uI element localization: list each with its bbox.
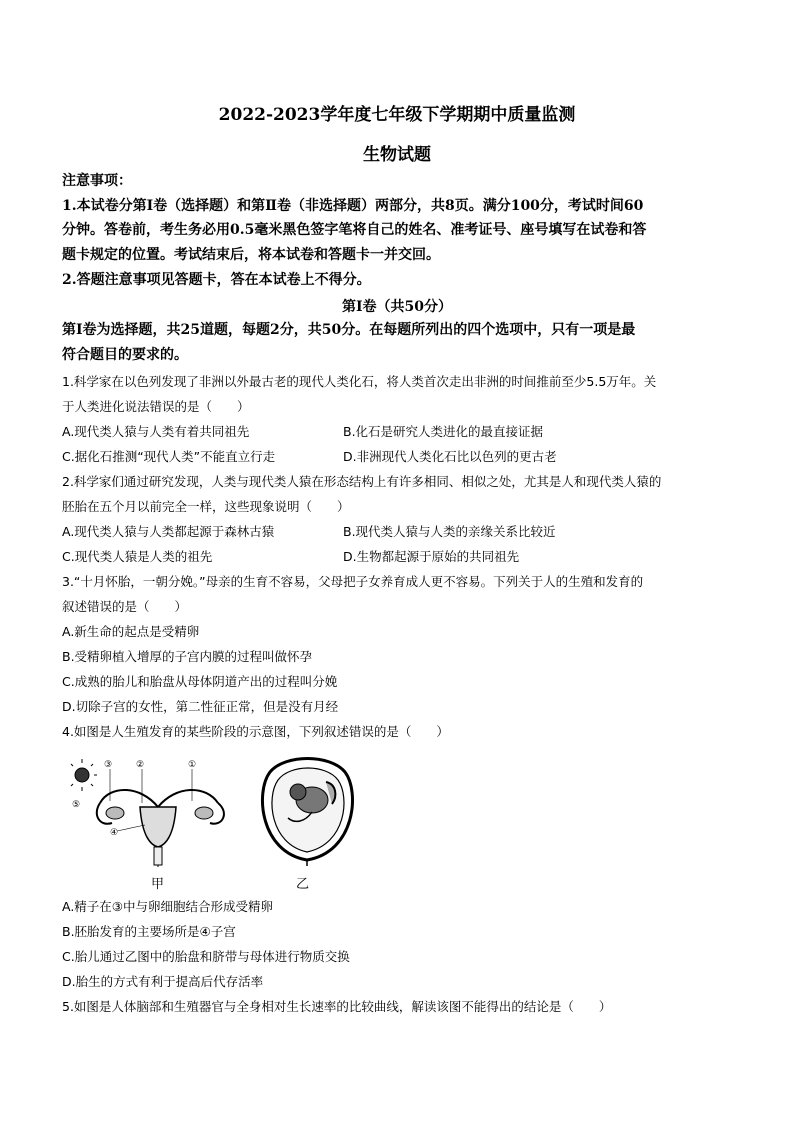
q2-stem-1: 2.科学家们通过研究发现，人类与现代类人猿在形态结构上有许多相同、相似之处，尤其是人和现代类人猿的 [62, 474, 662, 489]
q3-option-c[interactable]: C.成熟的胎儿和胎盘从母体阴道产出的过程叫分娩 [62, 674, 338, 689]
q4-option-d[interactable]: D.胎生的方式有利于提高后代存活率 [62, 974, 264, 989]
q4-option-c[interactable]: C.胎儿通过乙图中的胎盘和脐带与母体进行物质交换 [62, 949, 350, 964]
q1-option-a[interactable]: A.现代类人猿与人类有着共同祖先 [62, 424, 250, 439]
figure-label-jia: 甲 [151, 877, 165, 892]
q3-stem-1: 3.“十月怀胎，一朝分娩。”母亲的生育不容易，父母把子女养育成人更不容易。下列关于人的生殖和发育的 [62, 574, 644, 589]
q2-stem-2: 胚胎在五个月以前完全一样，这些现象说明（ ） [62, 499, 350, 514]
notes-line-1: 1.本试卷分第Ⅰ卷（选择题）和第Ⅱ卷（非选择题）两部分，共8页。满分100分，考试时间60 [62, 198, 644, 214]
q1-option-b[interactable]: B.化石是研究人类进化的最直接证据 [343, 424, 544, 439]
q4-option-a[interactable]: A.精子在③中与卵细胞结合形成受精卵 [62, 899, 274, 914]
mark-5: ⑤ [72, 800, 81, 810]
exam-subtitle: 生物试题 [363, 145, 431, 165]
section-intro-1: 第Ⅰ卷为选择题，共25道题，每题2分，共50分。在每题所列出的四个选项中，只有一项是最 [62, 322, 636, 338]
q4-stem: 4.如图是人生殖发育的某些阶段的示意图，下列叙述错误的是（ ） [62, 724, 449, 739]
q1-stem-1: 1.科学家在以色列发现了非洲以外最古老的现代人类化石，将人类首次走出非洲的时间推前至少5.5万年。关 [62, 374, 657, 389]
q1-stem-2: 于人类进化说法错误的是（ ） [62, 399, 250, 414]
q3-option-d[interactable]: D.切除子宫的女性，第二性征正常，但是没有月经 [62, 699, 339, 714]
q2-option-c[interactable]: C.现代类人猿是人类的祖先 [62, 549, 213, 564]
section-title: 第Ⅰ卷（共50分） [341, 299, 453, 315]
mark-1: ① [188, 760, 197, 770]
notes-heading: 注意事项： [62, 173, 132, 189]
q1-option-c[interactable]: C.据化石推测“现代人类”不能直立行走 [62, 449, 276, 464]
figure-label-yi: 乙 [296, 877, 310, 892]
section-intro-2: 符合题目的要求的。 [62, 347, 188, 363]
q1-option-d[interactable]: D.非洲现代人类化石比以色列的更古老 [343, 449, 557, 464]
notes-line-2: 分钟。答卷前，考生务必用0.5毫米黑色签字笔将自己的姓名、准考证号、座号填写在试卷和答 [62, 222, 647, 238]
reproductive-system-diagram [70, 755, 245, 870]
mark-4: ④ [110, 828, 119, 838]
egg-with-sperm-icon [70, 759, 97, 791]
q5-stem: 5.如图是人体脑部和生殖器官与全身相对生长速率的比较曲线，解读该图不能得出的结论是（ ） [62, 999, 612, 1014]
q3-option-b[interactable]: B.受精卵植入增厚的子宫内膜的过程叫做怀孕 [62, 649, 313, 664]
fetus-in-uterus-diagram [250, 752, 365, 867]
mark-3: ③ [104, 760, 113, 770]
q3-option-a[interactable]: A.新生命的起点是受精卵 [62, 624, 200, 639]
q2-option-b[interactable]: B.现代类人猿与人类的亲缘关系比较近 [343, 524, 556, 539]
notes-line-3: 题卡规定的位置。考试结束后，将本试卷和答题卡一并交回。 [62, 247, 440, 263]
q2-option-d[interactable]: D.生物都起源于原始的共同祖先 [343, 549, 520, 564]
mark-2: ② [136, 760, 145, 770]
q3-stem-2: 叙述错误的是（ ） [62, 599, 188, 614]
notes-line-4: 2.答题注意事项见答题卡，答在本试卷上不得分。 [62, 272, 371, 288]
q2-option-a[interactable]: A.现代类人猿与人类都起源于森林古猿 [62, 524, 275, 539]
q4-option-b[interactable]: B.胚胎发育的主要场所是④子宫 [62, 924, 236, 939]
exam-title: 2022-2023学年度七年级下学期期中质量监测 [218, 105, 576, 125]
